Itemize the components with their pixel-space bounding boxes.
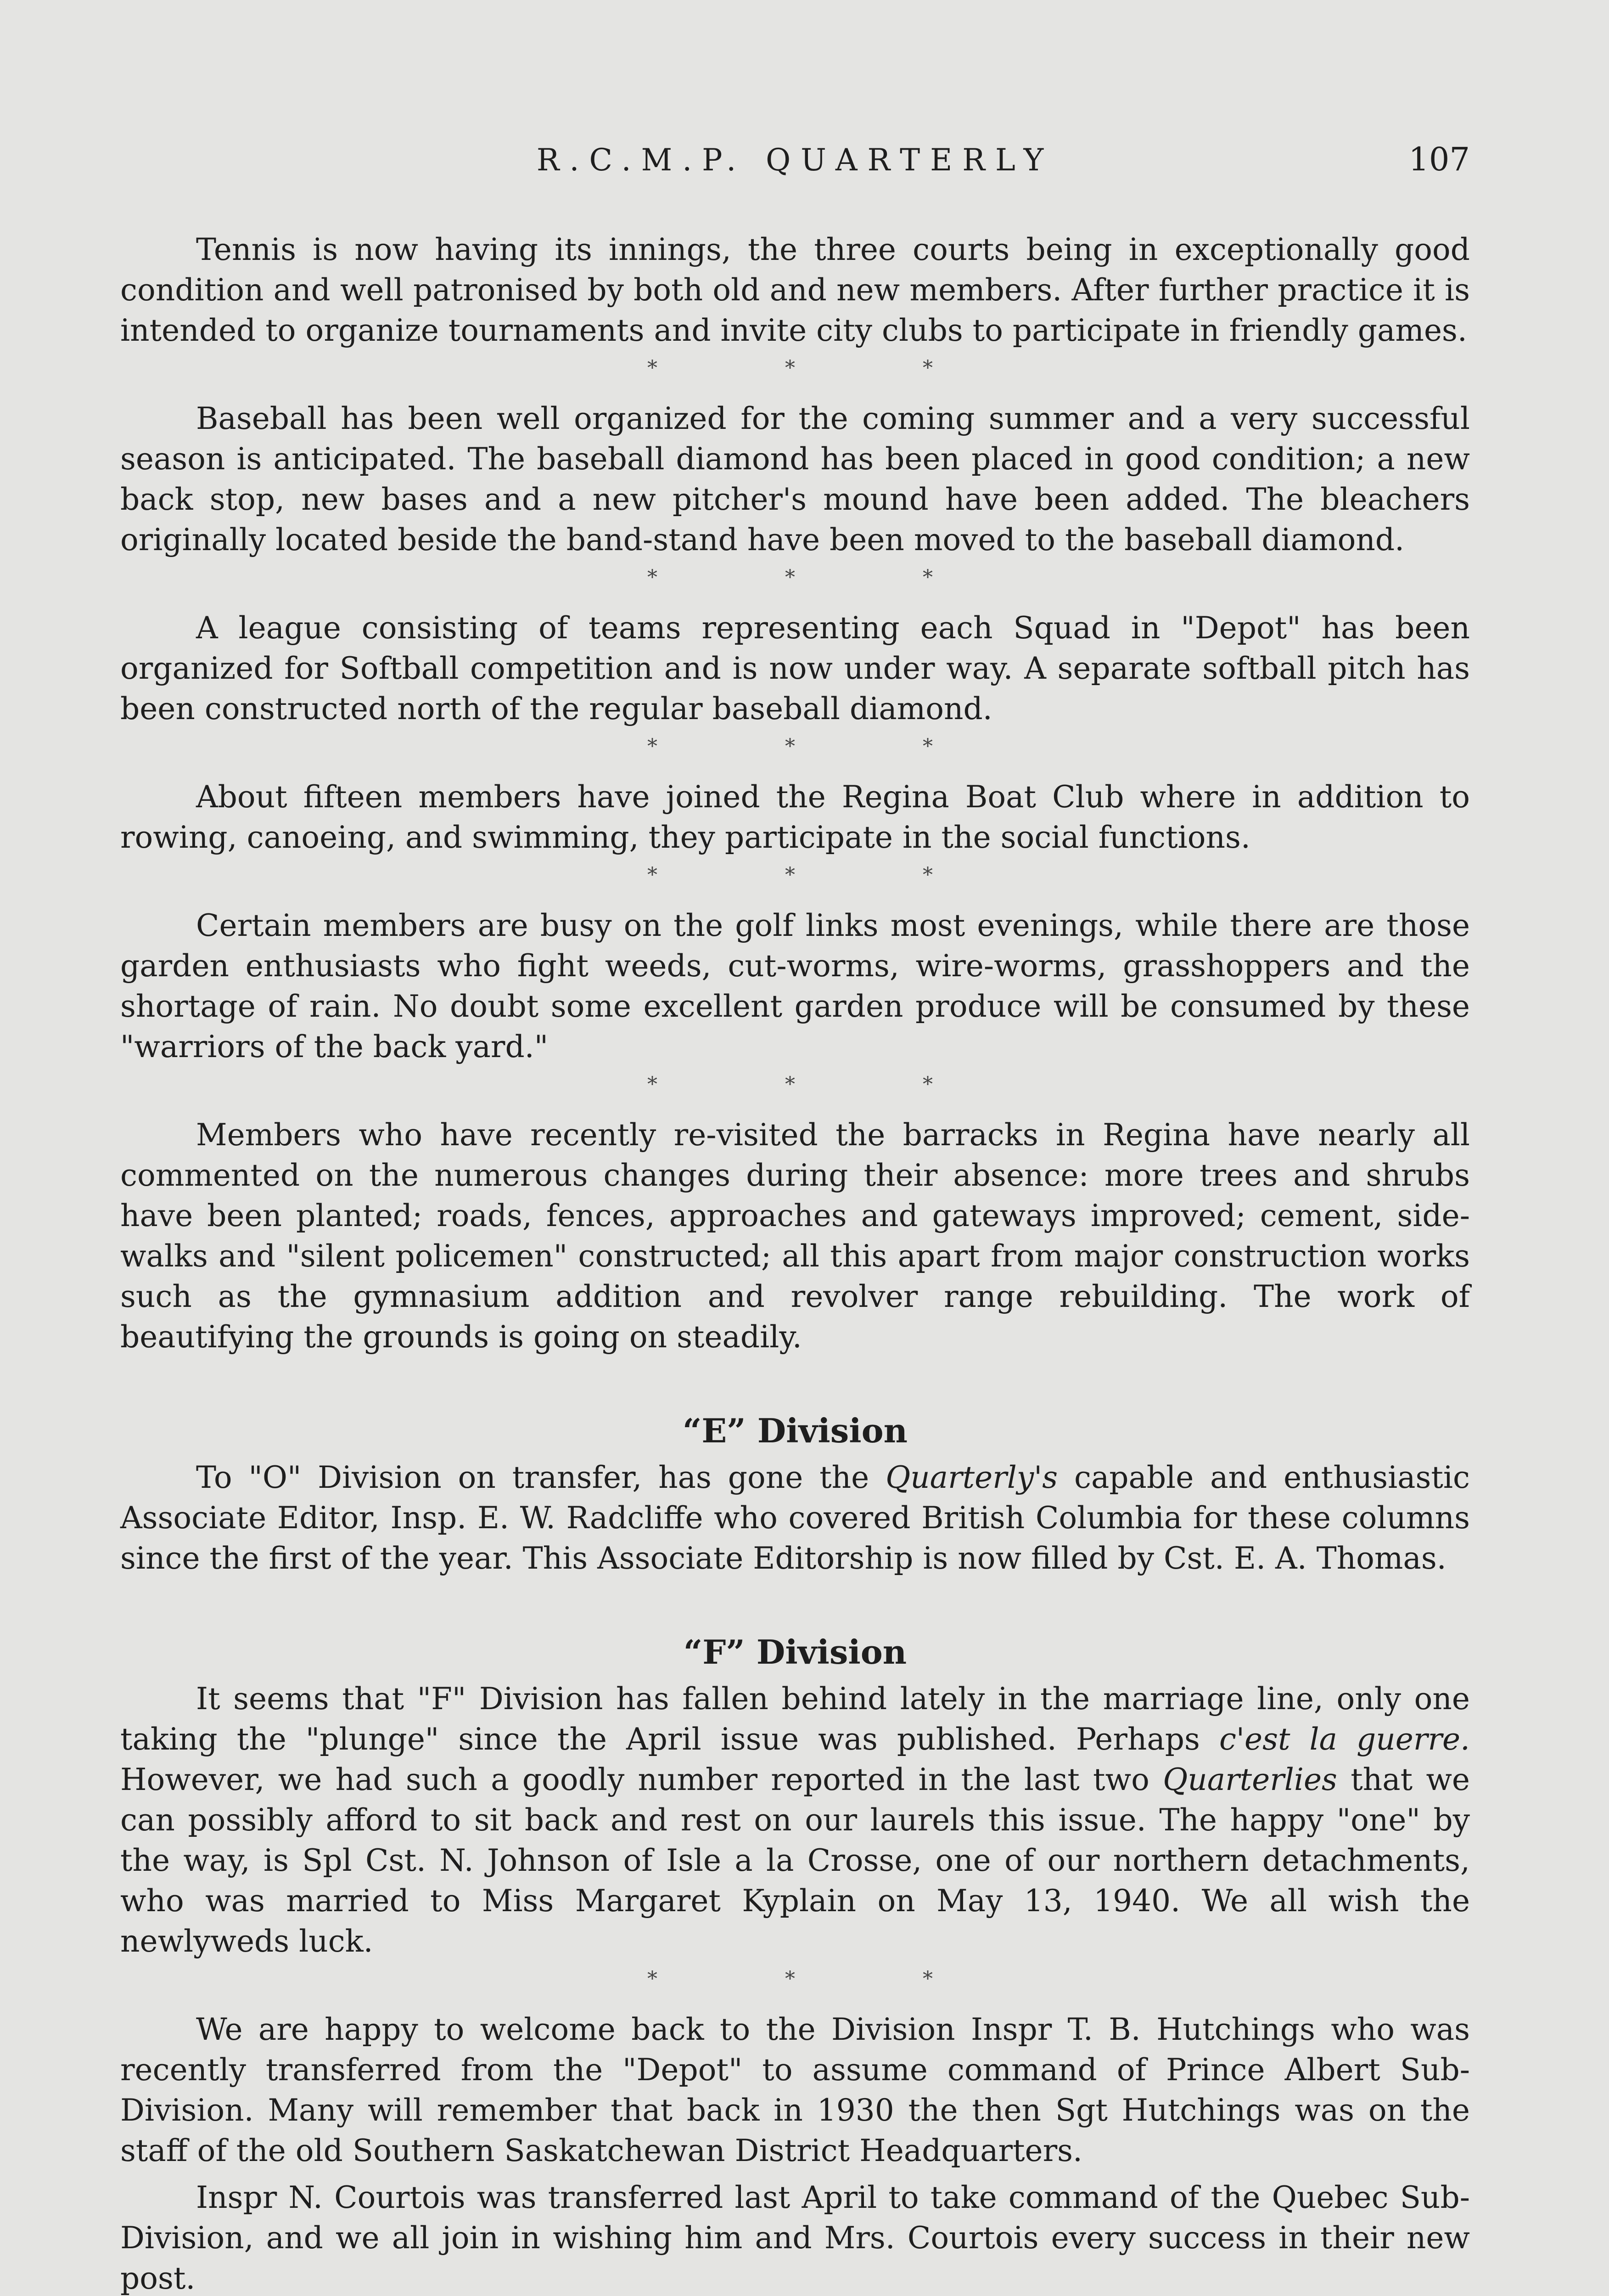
paragraph-softball: A league consisting of teams representing each Squad in "Depot" has been organized for Softball competition and is now under way. A separate softball pitch has been constructed north of the regular baseball diamond. — [120, 610, 1470, 726]
separator-star: * — [923, 735, 933, 758]
paragraph-f-division-courtois: Inspr N. Courtois was transferred last April to take command of the Quebec Sub-Division, and we all join in wishing him and Mrs. Courtois every success in their new post. — [120, 2180, 1470, 2296]
section-heading-e-division: “E” Division — [682, 1411, 908, 1450]
separator-star: * — [785, 356, 795, 380]
section-heading-f-division: “F” Division — [683, 1632, 907, 1671]
separator-star: * — [923, 1967, 933, 1991]
separator-star: * — [647, 356, 657, 380]
separator-star: * — [923, 356, 933, 380]
article-body — [120, 230, 1470, 2296]
italic-run: c'est la guerre. — [1219, 1722, 1470, 1757]
separator-star: * — [647, 1967, 657, 1991]
paragraph-baseball: Baseball has been well organized for the coming summer and a very successful season is anticipated. The baseball diamond has been placed in good condition; a new back stop, new bases and a new pitcher's mound have been added. The bleachers originally located beside the band-stand have been moved to the baseball diamond. — [120, 401, 1470, 557]
journal-title: R.C.M.P. QUARTERLY — [536, 142, 1054, 178]
separator-star: * — [785, 566, 795, 589]
separator-star: * — [785, 735, 795, 758]
italic-run: Quarterlies — [1163, 1762, 1337, 1797]
text-run: It seems that "F" Division has fallen behind lately in the marriage line, only one taking the "plunge" since the April issue was published. Perhaps — [120, 1681, 1470, 1757]
separator-star: * — [923, 1073, 933, 1096]
text-run: To "O" Division on transfer, has gone the — [196, 1460, 886, 1495]
running-header — [120, 138, 1470, 179]
separator-star: * — [785, 1073, 795, 1096]
separator-star: * — [647, 735, 657, 758]
text-run: However, we had such a goodly number reported in the last two — [120, 1762, 1163, 1797]
section-separator — [120, 1962, 1470, 2009]
paragraph-f-division-hutchings: We are happy to welcome back to the Division Inspr T. B. Hutchings who was recently transferred from the "Depot" to assume command of Prince Albert Sub-Division. Many will remember that back in 1930 the then Sgt Hutchings was on the staff of the old Southern Saskatchewan District Headquarters. — [120, 2012, 1470, 2168]
separator-star: * — [647, 863, 657, 887]
paragraph-f-division-marriage — [120, 1679, 1470, 1962]
section-separator — [120, 858, 1470, 906]
section-separator — [120, 351, 1470, 399]
text-run: that we can possibly afford to sit back and rest on our laurels this issue. The happy "one" by the way, is Spl Cst. N. Johnson of Isle a la Crosse, one of our northern detachments, who was married to Miss Margaret Kyplain on May 13, 1940. We all wish the newlyweds luck. — [120, 1762, 1470, 1959]
separator-star: * — [923, 863, 933, 887]
section-separator — [120, 560, 1470, 608]
paragraph-barracks: Members who have recently re-visited the barracks in Regina have nearly all commented on the numerous changes during their absence: more trees and shrubs have been planted; roads, fences, approaches and gateways improved; cement, side-walks and "silent policemen" constructed; all this apart from major construction works such as the gymnasium addition and revolver range rebuilding. The work of beautifying the grounds is going on steadily. — [120, 1117, 1470, 1355]
separator-star: * — [785, 863, 795, 887]
paragraph-golf: Certain members are busy on the golf links most evenings, while there are those garden enthusiasts who fight weeds, cut-worms, wire-worms, grasshoppers and the shortage of rain. No doubt some excellent garden produce will be consumed by these "warriors of the back yard." — [120, 908, 1470, 1064]
paragraph-e-division — [120, 1458, 1470, 1579]
paragraph-tennis: Tennis is now having its innings, the three courts being in exceptionally good condition and well patronised by both old and new members. After further practice it is intended to organize tournaments and invite city clubs to participate in friendly games. — [120, 232, 1470, 348]
separator-star: * — [647, 566, 657, 589]
text-run: capable and enthusiastic Associate Editor, Insp. E. W. Radcliffe who covered British Columbia for these columns since the first of the year. This Associate Editorship is now filled by Cst. E. A. Thomas. — [120, 1460, 1470, 1576]
section-separator — [120, 729, 1470, 777]
section-separator — [120, 1067, 1470, 1115]
italic-run: Quarterly's — [886, 1460, 1058, 1495]
separator-star: * — [923, 566, 933, 589]
separator-star: * — [785, 1967, 795, 1991]
separator-star: * — [647, 1073, 657, 1096]
page-number: 107 — [1408, 141, 1470, 178]
paragraph-boat-club: About fifteen members have joined the Regina Boat Club where in addition to rowing, canoeing, and swimming, they participate in the social functions. — [120, 779, 1470, 855]
